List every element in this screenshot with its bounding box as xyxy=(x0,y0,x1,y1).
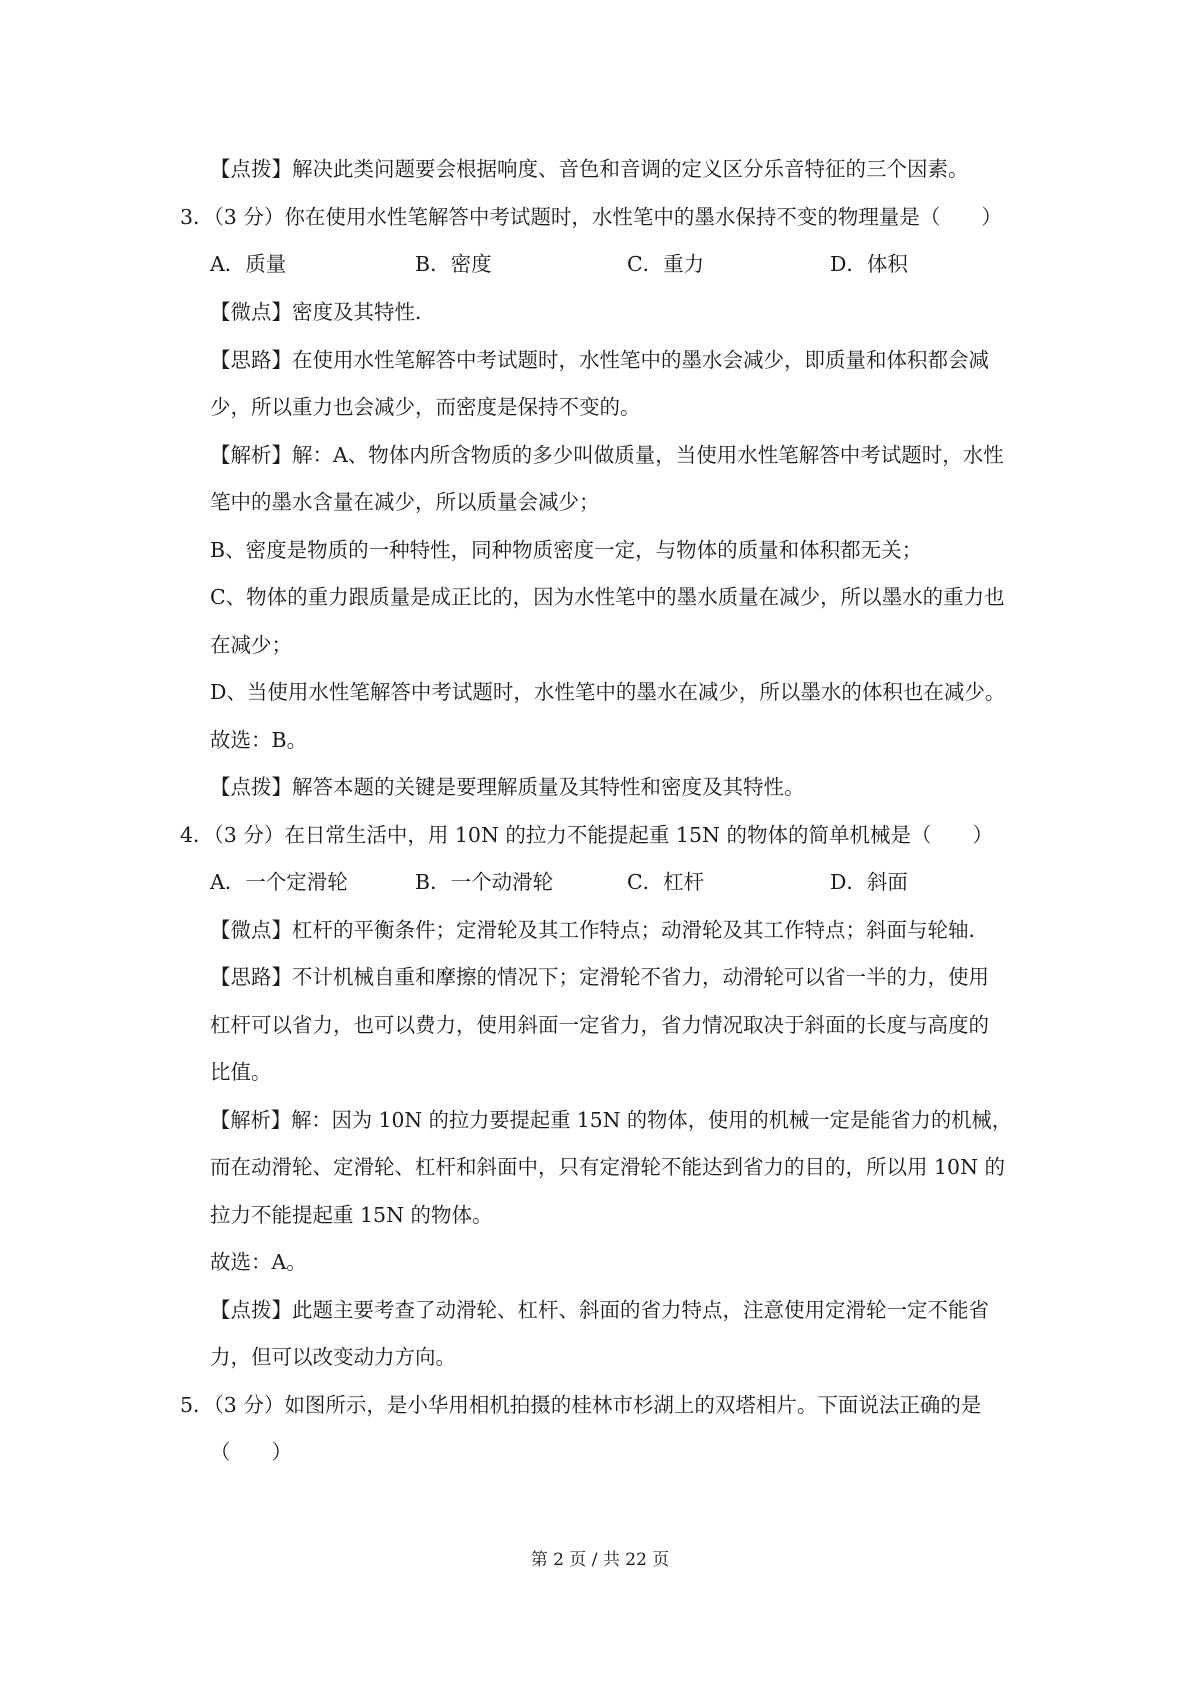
q4-option-b: B．一个动滑轮 xyxy=(415,870,554,894)
q5-stem-line: （ ） xyxy=(210,1440,292,1464)
q4-option-d: D．斜面 xyxy=(830,870,908,894)
q4-option-a: A．一个定滑轮 xyxy=(210,870,348,894)
q3-option-c: C．重力 xyxy=(627,252,705,276)
q4-analysis-line: 拉力不能提起重 15N 的物体。 xyxy=(210,1203,493,1227)
q3-analysis-line: 【解析】解：A、物体内所含物质的多少叫做质量，当使用水性笔解答中考试题时，水性 xyxy=(210,443,1004,467)
q3-answer: 故选：B。 xyxy=(210,728,308,752)
q3-idea-line: 【思路】在使用水性笔解答中考试题时，水性笔中的墨水会减少，即质量和体积都会减 xyxy=(210,348,989,372)
q4-stem: 4．（3 分）在日常生活中，用 10N 的拉力不能提起重 15N 的物体的简单机械是（ ） xyxy=(180,823,993,847)
q4-tip-line: 【点拨】此题主要考查了动滑轮、杠杆、斜面的省力特点，注意使用定滑轮一定不能省 xyxy=(210,1298,989,1322)
q3-options xyxy=(210,249,1010,279)
q4-idea-line: 【思路】不计机械自重和摩擦的情况下；定滑轮不省力，动滑轮可以省一半的力，使用 xyxy=(210,965,989,989)
q5-stem-line: 5．（3 分）如图所示，是小华用相机拍摄的桂林市杉湖上的双塔相片。下面说法正确的是 xyxy=(180,1393,982,1417)
q3-analysis-line: D、当使用水性笔解答中考试题时，水性笔中的墨水在减少，所以墨水的体积也在减少。 xyxy=(210,680,1006,704)
q4-idea-line: 比值。 xyxy=(210,1060,272,1084)
q4-idea-line: 杠杆可以省力，也可以费力，使用斜面一定省力，省力情况取决于斜面的长度与高度的 xyxy=(210,1013,989,1037)
q4-analysis-line: 【解析】解：因为 10N 的拉力要提起重 15N 的物体，使用的机械一定是能省力的机械， xyxy=(210,1108,1013,1132)
page-number: 第 2 页 / 共 22 页 xyxy=(530,1550,670,1570)
q3-option-a: A．质量 xyxy=(210,252,287,276)
q3-analysis-line: 在减少； xyxy=(210,633,292,657)
q2-tip: 【点拨】解决此类问题要会根据响度、音色和音调的定义区分乐音特征的三个因素。 xyxy=(210,157,969,181)
q4-analysis-line: 而在动滑轮、定滑轮、杠杆和斜面中，只有定滑轮不能达到省力的目的，所以用 10N 的 xyxy=(210,1155,1006,1179)
q3-option-d: D．体积 xyxy=(830,252,908,276)
q4-answer: 故选：A。 xyxy=(210,1250,307,1274)
q3-stem: 3．（3 分）你在使用水性笔解答中考试题时，水性笔中的墨水保持不变的物理量是（ ） xyxy=(180,205,1002,229)
page-footer xyxy=(0,1548,1200,1572)
q4-option-c: C．杠杆 xyxy=(627,870,705,894)
q3-analysis-line: 笔中的墨水含量在减少，所以质量会减少； xyxy=(210,490,600,514)
q4-tip-line: 力，但可以改变动力方向。 xyxy=(210,1345,456,1369)
q4-point: 【微点】杠杆的平衡条件；定滑轮及其工作特点；动滑轮及其工作特点；斜面与轮轴． xyxy=(210,918,989,942)
q4-options xyxy=(210,867,1010,897)
q3-analysis-line: C、物体的重力跟质量是成正比的，因为水性笔中的墨水质量在减少，所以墨水的重力也 xyxy=(210,585,1005,609)
q3-point: 【微点】密度及其特性． xyxy=(210,300,436,324)
q3-option-b: B．密度 xyxy=(415,252,492,276)
q3-analysis-line: B、密度是物质的一种特性，同种物质密度一定，与物体的质量和体积都无关； xyxy=(210,538,923,562)
q3-tip: 【点拨】解答本题的关键是要理解质量及其特性和密度及其特性。 xyxy=(210,775,805,799)
q3-idea-line: 少，所以重力也会减少，而密度是保持不变的。 xyxy=(210,395,641,419)
